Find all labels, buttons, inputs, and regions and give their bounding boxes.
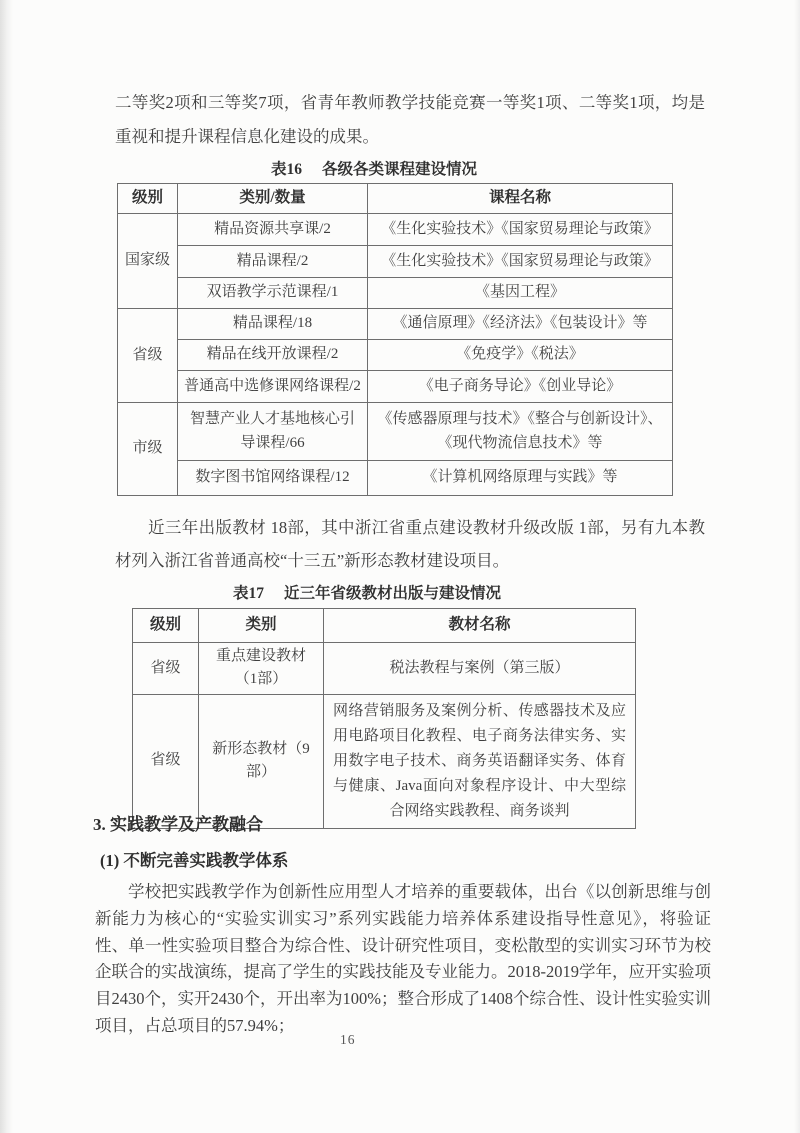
table-row bbox=[133, 643, 636, 695]
table-cell-category: 双语教学示范课程/1 bbox=[178, 278, 368, 309]
table16-caption bbox=[271, 157, 477, 179]
table17-header-materials: 教材名称 bbox=[324, 609, 636, 643]
table-row bbox=[133, 694, 636, 828]
table-cell-level: 市级 bbox=[118, 403, 178, 496]
table17-header-row bbox=[133, 609, 636, 643]
table-cell-courses: 《电子商务导论》《创业导论》 bbox=[368, 371, 673, 403]
table-row bbox=[118, 246, 673, 278]
scan-edge-shadow-right bbox=[794, 0, 800, 1133]
page-number: 16 bbox=[340, 1032, 356, 1047]
table-cell-courses: 《通信原理》《经济法》《包装设计》等 bbox=[368, 309, 673, 340]
table-cell-category: 精品课程/2 bbox=[178, 246, 368, 278]
table-cell-courses: 《免疫学》《税法》 bbox=[368, 340, 673, 371]
table-row bbox=[118, 371, 673, 403]
table16-title-text: 各级各类课程建设情况 bbox=[322, 161, 478, 178]
table16-header-level: 级别 bbox=[118, 184, 178, 214]
table17-label: 表17 bbox=[233, 585, 265, 602]
table-row bbox=[118, 403, 673, 461]
table17-textbook-publication bbox=[132, 608, 636, 829]
table16-header-category: 类别/数量 bbox=[178, 184, 368, 214]
table-cell-materials: 网络营销服务及案例分析、传感器技术及应用电路项目化教程、电子商务法律实务、实用数字电子技术、商务英语翻译实务、体育与健康、Java面向对象程序设计、中大型综合网络实践教程、商务谈判 bbox=[324, 694, 636, 828]
table-row bbox=[118, 340, 673, 371]
table-cell-courses: 《基因工程》 bbox=[368, 278, 673, 309]
section-heading: 3. 实践教学及产教融合 bbox=[93, 815, 263, 834]
table17-header-level: 级别 bbox=[133, 609, 199, 643]
table16-header-courses: 课程名称 bbox=[368, 184, 673, 214]
table16-header-row bbox=[118, 184, 673, 214]
table-cell-courses: 《生化实验技术》《国家贸易理论与政策》 bbox=[368, 246, 673, 278]
table-cell-level: 省级 bbox=[118, 309, 178, 403]
table-cell-materials: 税法教程与案例（第三版） bbox=[324, 643, 636, 695]
table-cell-category: 精品课程/18 bbox=[178, 309, 368, 340]
table-cell-level: 省级 bbox=[133, 694, 199, 828]
table-cell-category: 普通高中选修课网络课程/2 bbox=[178, 371, 368, 403]
table17-caption bbox=[233, 581, 501, 603]
table-row bbox=[118, 278, 673, 309]
table-cell-category: 重点建设教材（1部） bbox=[199, 643, 324, 695]
table-row bbox=[118, 461, 673, 496]
table-cell-category: 精品资源共享课/2 bbox=[178, 214, 368, 246]
table-cell-category: 精品在线开放课程/2 bbox=[178, 340, 368, 371]
table-row bbox=[118, 309, 673, 340]
scan-edge-shadow-left bbox=[0, 0, 13, 1133]
textbook-summary-paragraph: 近三年出版教材 18部，其中浙江省重点建设教材升级改版 1部，另有九本教材列入浙江省普通高校“十三五”新形态教材建设项目。 bbox=[115, 518, 705, 570]
table17-header-category: 类别 bbox=[199, 609, 324, 643]
section-subheading: (1) 不断完善实践教学体系 bbox=[100, 851, 289, 870]
practice-teaching-paragraph: 学校把实践教学作为创新性应用型人才培养的重要载体，出台《以创新思维与创新能力为核心的“实验实训实习”系列实践能力培养体系建设指导性意见》，将验证性、单一性实验项目整合为综合性、设计研究性项目，变松散型的实训实习环节为校企联合的实战演练，提高了学生的实践技能及专业能力。2018-2019学年，应开实验项目2430个，实开2430个，开出率为100%；整合形成了1408个综合性、设计性实验实训项目，占总项目的57.94%； bbox=[95, 882, 711, 1035]
table-cell-level: 省级 bbox=[133, 643, 199, 695]
table-cell-courses: 《生化实验技术》《国家贸易理论与政策》 bbox=[368, 214, 673, 246]
table-cell-category: 智慧产业人才基地核心引导课程/66 bbox=[178, 403, 368, 461]
table-cell-level: 国家级 bbox=[118, 214, 178, 309]
table-cell-category: 新形态教材（9部） bbox=[199, 694, 324, 828]
table-cell-category: 数字图书馆网络课程/12 bbox=[178, 461, 368, 496]
table16-course-construction bbox=[117, 183, 673, 496]
intro-paragraph: 二等奖2项和三等奖7项，省青年教师教学技能竞赛一等奖1项、二等奖1项，均是重视和提升课程信息化建设的成果。 bbox=[115, 93, 705, 146]
table16-label: 表16 bbox=[271, 161, 303, 178]
table-row bbox=[118, 214, 673, 246]
table-cell-courses: 《计算机网络原理与实践》等 bbox=[368, 461, 673, 496]
table-cell-courses: 《传感器原理与技术》《整合与创新设计》、《现代物流信息技术》等 bbox=[368, 403, 673, 461]
table17-title-text: 近三年省级教材出版与建设情况 bbox=[284, 585, 502, 602]
